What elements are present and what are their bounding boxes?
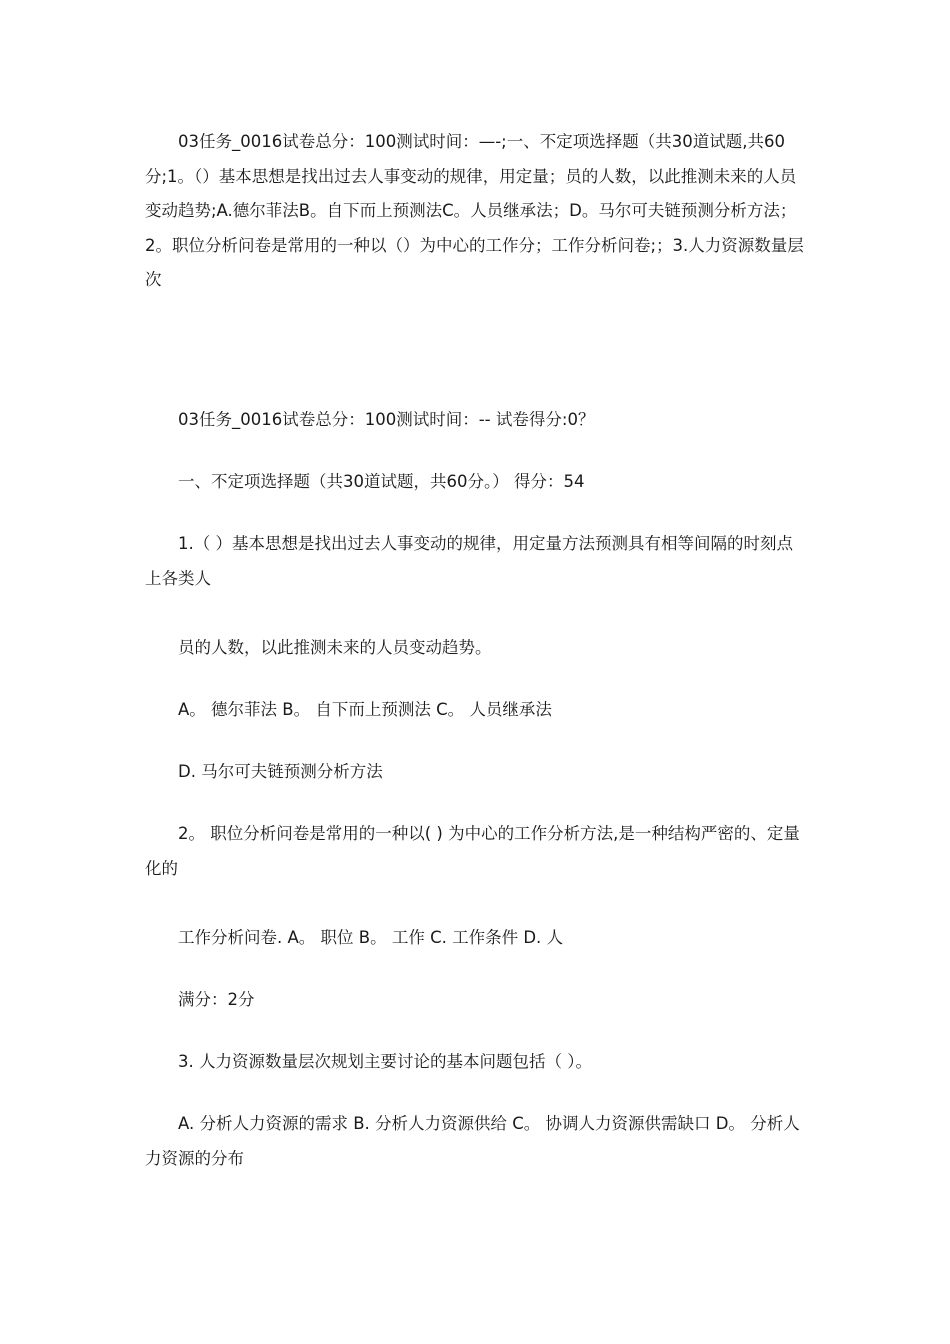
question-2-stem-continued: 工作分析问卷. A。 职位 B。 工作 C. 工作条件 D. 人: [178, 928, 564, 947]
question-3-options: A. 分析人力资源的需求 B. 分析人力资源供给 C。 协调人力资源供需缺口 D。 分析人力资源的分布: [145, 1114, 800, 1168]
question-1-stem-continued: 员的人数，以此推测未来的人员变动趋势。: [178, 638, 492, 657]
section-title: 一、不定项选择题（共30道试题，共60分。） 得分：54: [178, 472, 585, 491]
question-1-stem: 1.（ ）基本思想是找出过去人事变动的规律，用定量方法预测具有相等间隔的时刻点上各类人: [145, 534, 793, 588]
question-3-stem: 3. 人力资源数量层次规划主要讨论的基本问题包括（ ）。: [178, 1052, 592, 1071]
question-2-score: 满分：2分: [178, 990, 255, 1009]
question-1-options-line-1: A。 德尔菲法 B。 自下而上预测法 C。 人员继承法: [178, 700, 552, 719]
summary-paragraph: 03任务_0016试卷总分：100测试时间：—-;一、不定项选择题（共30道试题,共60分;1。（）基本思想是找出过去人事变动的规律，用定量；员的人数，以此推测未来的人员变动趋势;A.德尔菲法B。自下而上预测法C。人员继承法；D。马尔可夫链预测分析方法；2。职位分析问卷是常用的一种以（）为中心的工作分；工作分析问卷;；3.人力资源数量层次: [145, 132, 804, 289]
exam-header: 03任务_0016试卷总分：100测试时间：-- 试卷得分:0？: [178, 410, 595, 429]
question-1-options-line-2: D. 马尔可夫链预测分析方法: [178, 762, 383, 781]
question-2-stem: 2。 职位分析问卷是常用的一种以( ) 为中心的工作分析方法,是一种结构严密的、定量化的: [145, 824, 800, 878]
